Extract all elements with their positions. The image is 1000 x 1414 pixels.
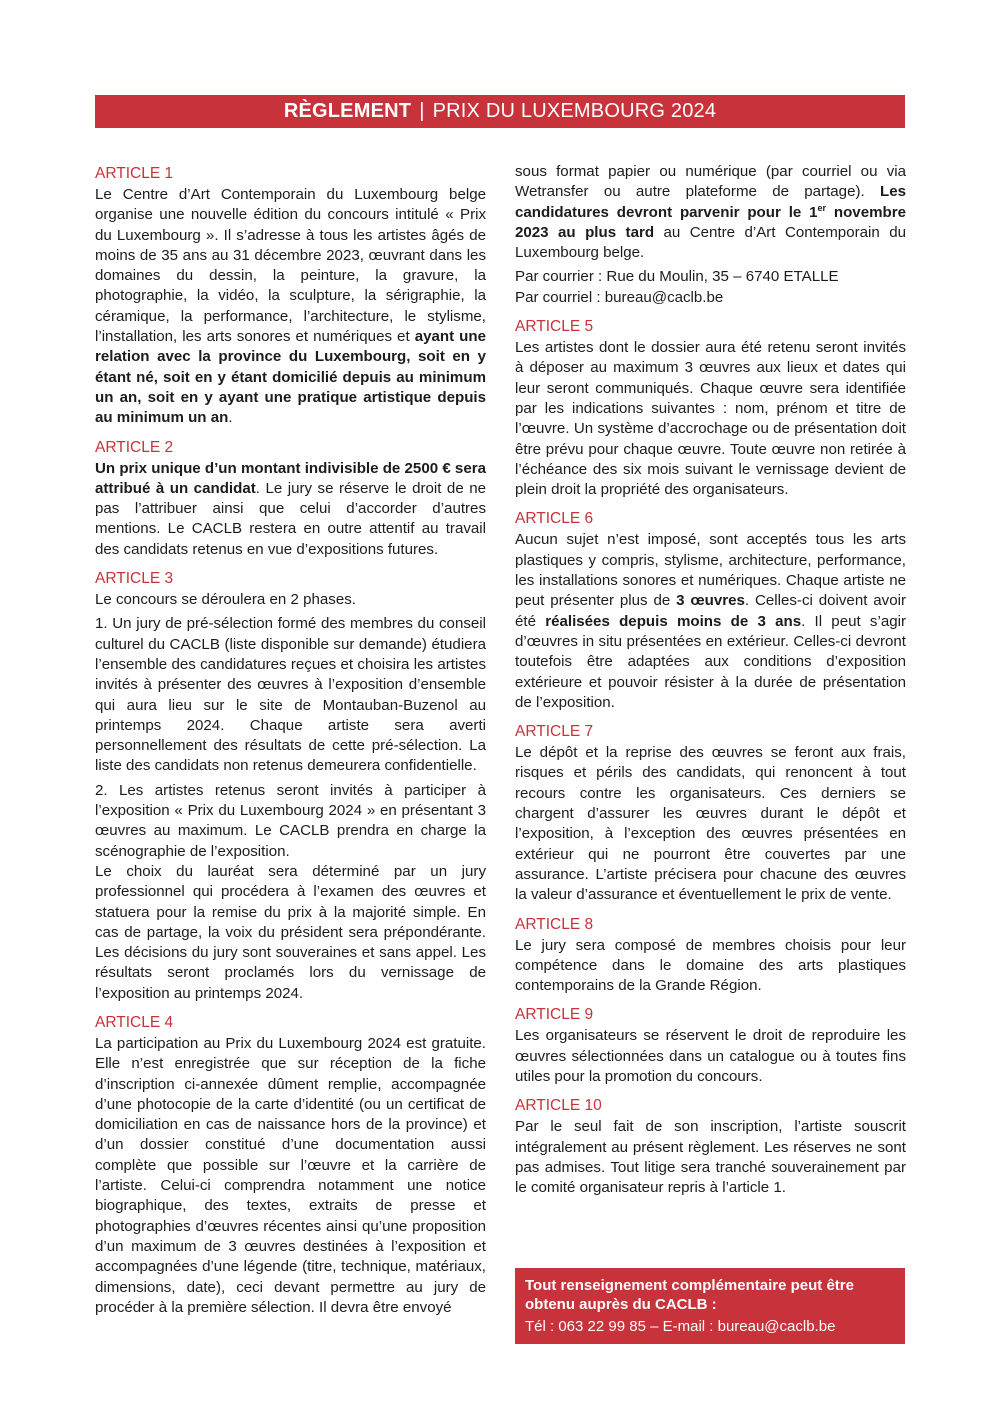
bold-span: ayant une relation avec la province du Luxembourg, soit en y étant né, soit en y étant domicilié depuis au minimum un an, soit en y ayant une pratique artistique depuis au minimum un an xyxy=(95,328,486,427)
article-title: ARTICLE 10 xyxy=(515,1097,602,1115)
deadline-part: novembre 2023 au plus tard xyxy=(515,203,906,241)
text-span: Aucun sujet n’est imposé, sont acceptés tous les arts plastiques y compris, stylisme, architecture, performance, les installations sonores et numériques. Chaque artiste ne peut présenter plus de xyxy=(515,531,906,610)
article-title: ARTICLE 7 xyxy=(515,723,594,741)
article-title: ARTICLE 5 xyxy=(515,318,594,336)
header-banner xyxy=(95,95,905,128)
article-text xyxy=(515,162,906,263)
text-span: Le Centre d’Art Contemporain du Luxembourg belge organise une nouvelle édition du concours intitulé « Prix du Luxembourg ». Il s’adresse à tous les artistes âgés de moins de 35 ans au 31 décembre 2023, œuvrant dans les domaines du dessin, la peinture, la gravure, la photographie, la vidéo, la sculpture, la sérigraphie, la céramique, la performance, l’architecture, le stylisme, l’installation, les arts sonores et numériques et xyxy=(95,186,486,346)
article-3 xyxy=(95,569,486,1004)
article-paragraph: 1. Un jury de pré-sélection formé des membres du conseil culturel du CACLB (liste disponible sur demande) étudiera l’ensemble des candidatures reçues et choisira les artistes invités à présenter des œuvres à l’exposition d’ensemble qui aura lieu sur le site de Montauban-Buzenol au printemps 2024. Chaque artiste sera averti personnellement des résultats de cette pré-sélection. La liste des candidats non retenus demeurera confidentielle. xyxy=(95,615,486,775)
bold-span: 3 œuvres xyxy=(676,592,745,610)
article-title: ARTICLE 8 xyxy=(515,915,594,933)
text-span: . Celles-ci doivent avoir été xyxy=(515,592,906,630)
article-text: Le jury sera composé de membres choisis pour leur compétence dans le domaine des arts plastiques contemporains de la Grande Région. xyxy=(515,936,906,995)
text-span: . xyxy=(228,409,233,427)
article-7 xyxy=(515,722,906,905)
bold-span: Un prix unique d’un montant indivisible de 2500 € sera attribué à un candidat xyxy=(95,459,486,497)
article-text: Les artistes dont le dossier aura été retenu seront invités à déposer au maximum 3 œuvres aux lieux et dates qui leur seront communiqués. Chaque œuvre sera identifiée par les indications suivantes : nom, prénom et titre de l’œuvre. Un système d’accrochage ou de présentation doit être prévu pour chaque œuvre. Toute œuvre non retirée à l’échéance des six mois suivant le vernissage devient de plein droit la propriété des organisateurs. xyxy=(515,339,906,499)
article-title: ARTICLE 6 xyxy=(515,510,594,528)
article-2 xyxy=(95,438,486,560)
article-text: La participation au Prix du Luxembourg 2024 est gratuite. Elle n’est enregistrée que sur réception de la fiche d’inscription ci-annexée dûment remplie, accompagnée d’une photocopie de la carte d’identité (ou un certificat de domiciliation en cas de naissance hors de la province) et d’un dossier constitué d’une documentation aussi complète que possible sur l’œuvre et la carrière de l’artiste. Celui-ci comprendra notamment une notice biographique, des textes, extraits de presse et photographies d’œuvres récentes ainsi qu’une proposition d’un maximum de 3 œuvres destinées à l’exposition et accompagnées d’une légende (titre, technique, matériaux, dimensions, date), ceci devant permettre au jury de procéder à la première sélection. Il devra être envoyé xyxy=(95,1034,486,1316)
article-paragraph: 2. Les artistes retenus seront invités à participer à l’exposition « Prix du Luxembourg 2024 » en présentant 3 œuvres au maximum. Le CACLB prendra en charge la scénographie de l’exposition. xyxy=(95,781,486,860)
contact-box xyxy=(515,1268,905,1344)
superscript: er xyxy=(817,202,827,213)
header-title-bold: RÈGLEMENT xyxy=(283,100,412,122)
header-separator: | xyxy=(419,100,425,122)
article-text xyxy=(515,530,906,713)
article-paragraph: Le choix du lauréat sera déterminé par un jury professionnel qui procédera à l’examen des œuvres et statuera pour la remise du prix à la majorité simple. En cas de partage, la voix du président sera prépondérante. Les décisions du jury sont souveraines et sans appel. Les résultats seront proclamés lors du vernissage de l’exposition au printemps 2024. xyxy=(95,862,486,1002)
article-title: ARTICLE 2 xyxy=(95,438,174,456)
article-4-continued xyxy=(515,162,906,308)
article-5 xyxy=(515,317,906,500)
contact-details: Tél : 063 22 99 85 – E-mail : bureau@caclb.be xyxy=(525,1318,836,1335)
article-9 xyxy=(515,1005,906,1087)
email-address: Par courriel : bureau@caclb.be xyxy=(515,288,724,306)
text-span: . Il peut s’agir d’œuvres in situ présentées en extérieur. Celles-ci devront toutefois être adaptées aux conditions d’exposition extérieure et pouvoir résister à la durée de présentation de l’exposition. xyxy=(515,612,906,711)
article-title: ARTICLE 9 xyxy=(515,1006,594,1024)
article-4 xyxy=(95,1013,486,1318)
article-text xyxy=(95,185,486,429)
header-title-rest: PRIX DU LUXEMBOURG 2024 xyxy=(432,100,717,122)
text-span: . Le jury se réserve le droit de ne pas l’attribuer ainsi que celui d’accorder d’autres mentions. Le CACLB restera en outre attentif au travail des candidats retenus en vue d’expositions futures. xyxy=(95,479,487,558)
bold-span: réalisées depuis moins de 3 ans xyxy=(545,612,802,630)
left-column xyxy=(95,164,486,1327)
article-1 xyxy=(95,164,486,429)
article-title: ARTICLE 1 xyxy=(95,165,174,182)
article-title: ARTICLE 3 xyxy=(95,570,174,588)
text-span: sous format papier ou numérique (par courriel ou via Wetransfer ou autre plateforme de partage). xyxy=(515,163,906,201)
article-6 xyxy=(515,509,906,713)
article-paragraph: Le concours se déroulera en 2 phases. xyxy=(95,591,356,609)
contact-heading: Tout renseignement complémentaire peut être obtenu auprès du CACLB : xyxy=(525,1277,854,1313)
article-text: Les organisateurs se réservent le droit de reproduire les œuvres sélectionnées dans un catalogue ou à toutes fins utiles pour la promotion du concours. xyxy=(515,1027,906,1085)
article-text xyxy=(95,459,486,560)
text-span: au Centre d’Art Contemporain du Luxembourg belge. xyxy=(515,223,906,262)
article-text: Le dépôt et la reprise des œuvres se feront aux frais, risques et périls des candidats, qui renoncent à tout recours contre les organisateurs. Ces derniers se chargent d’assurer les œuvres durant le dépôt et l’exposition, à l’exception des œuvres présentées en extérieur qui ne pourront être couvertes par une assurance. L’artiste précisera pour chacune des œuvres la valeur d’assurance et éventuellement le prix de vente. xyxy=(515,744,906,904)
right-column xyxy=(515,162,906,1207)
article-10 xyxy=(515,1096,906,1198)
article-title: ARTICLE 4 xyxy=(95,1013,174,1031)
article-8 xyxy=(515,915,906,997)
postal-address: Par courrier : Rue du Moulin, 35 – 6740 ETALLE xyxy=(515,268,839,286)
deadline-part: Les candidatures devront parvenir pour le 1 xyxy=(515,183,906,221)
article-text: Par le seul fait de son inscription, l’artiste souscrit intégralement au présent règlement. Les réserves ne sont pas admises. Tout litige sera tranché souverainement par le comité organisateur repris à l’article 1. xyxy=(515,1118,906,1197)
